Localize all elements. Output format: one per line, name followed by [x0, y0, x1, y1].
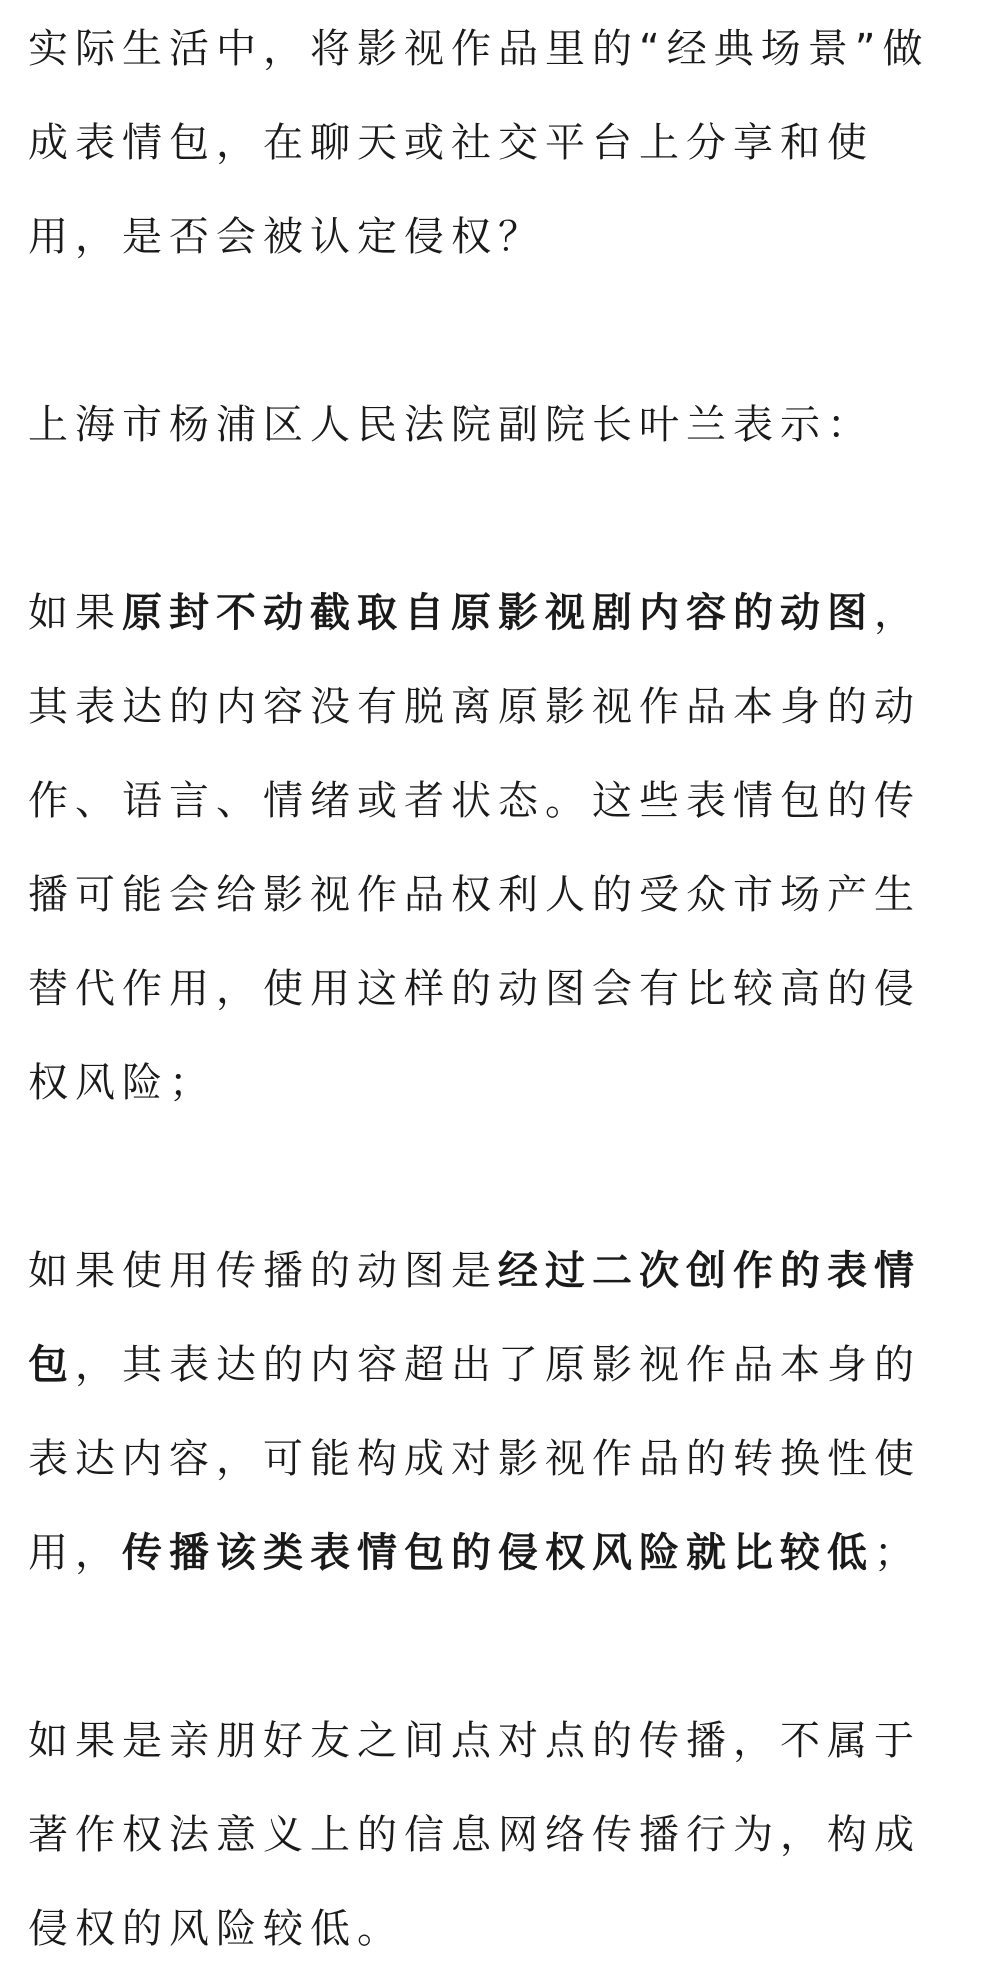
paragraph-text: ，其表达的内容超出了原影视作品本身的表达内容，可能构成对影视作品的转换性使用，: [28, 1342, 921, 1576]
paragraph-spacer: [28, 284, 959, 378]
paragraph-spacer: [28, 1600, 959, 1694]
paragraph-text: ，其表达的内容没有脱离原影视作品本身的动作、语言、情绪或者状态。这些表情包的传播可能会给影视作品权利人的受众市场产生替代作用，使用这样的动图会有比较高的侵权风险；: [28, 590, 921, 1106]
article-body: [0, 2, 983, 1952]
paragraph-case-derivative: [28, 1224, 959, 1600]
paragraph-spacer: [28, 472, 959, 566]
paragraph-text: ；: [874, 1530, 921, 1576]
paragraph-text: 如果使用传播的动图是: [28, 1248, 498, 1294]
paragraph-spacer: [28, 1130, 959, 1224]
paragraph-text: 如果: [28, 590, 122, 636]
paragraph-case-original-clip: [28, 566, 959, 1130]
bold-highlight: 原封不动截取自原影视剧内容的动图: [122, 590, 874, 636]
paragraph-text: 如果是亲朋好友之间点对点的传播，不属于著作权法意义上的信息网络传播行为，构成侵权的风险较低。: [28, 1718, 921, 1952]
bold-highlight: 传播该类表情包的侵权风险就比较低: [122, 1530, 874, 1576]
paragraph-case-private-sharing: [28, 1694, 959, 1976]
paragraph-speaker: [28, 378, 959, 472]
paragraph-question: [28, 2, 959, 284]
paragraph-text: 上海市杨浦区人民法院副院长叶兰表示：: [28, 402, 874, 448]
paragraph-text: 实际生活中，将影视作品里的“经典场景”做成表情包，在聊天或社交平台上分享和使用，是否会被认定侵权？: [28, 26, 930, 260]
bold-highlight: 经过二次创作的表情包: [28, 1248, 921, 1388]
